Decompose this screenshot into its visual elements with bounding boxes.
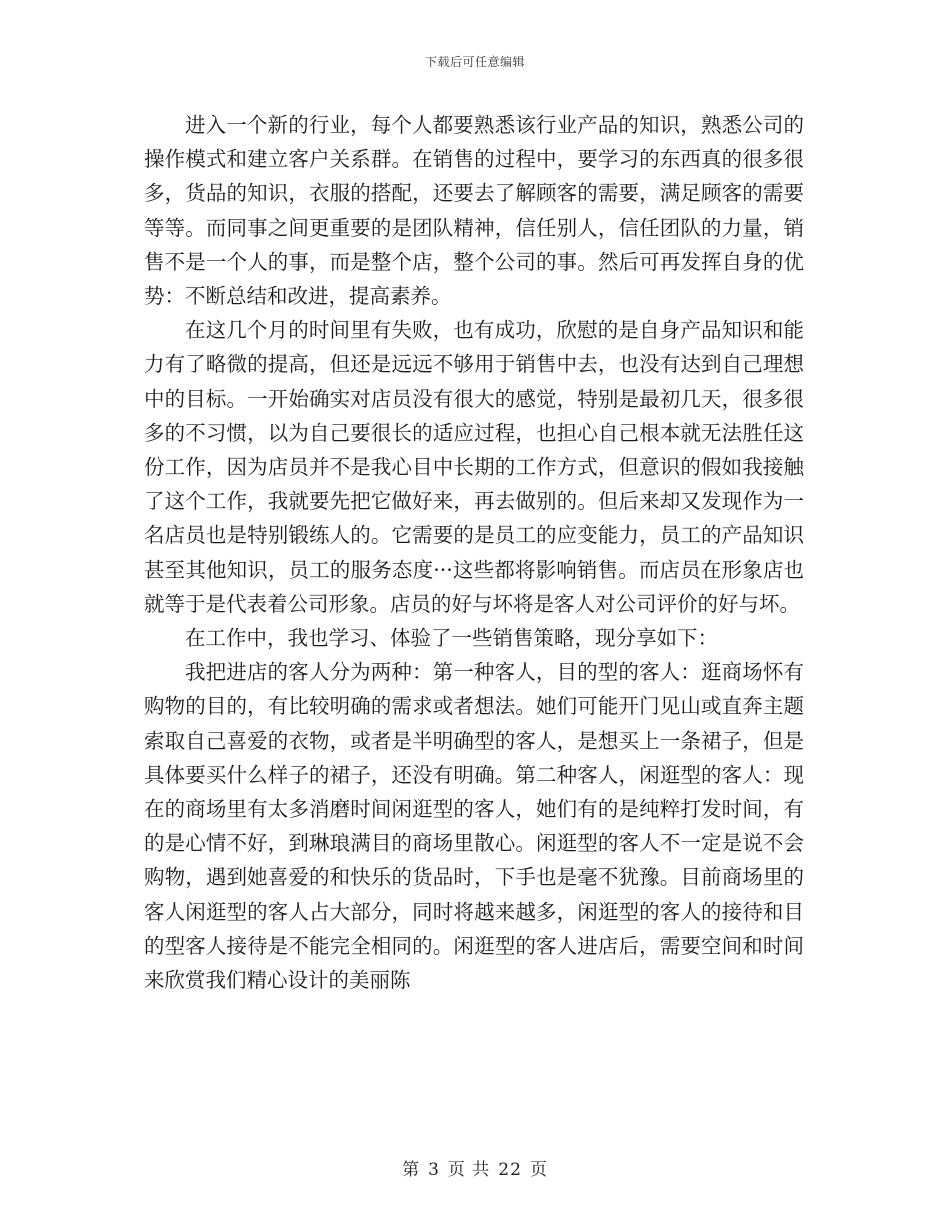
paragraph: 在工作中，我也学习、体验了一些销售策略，现分享如下： <box>185 626 718 651</box>
footer-prefix: 第 <box>402 1160 421 1180</box>
page-number: 3 <box>428 1160 440 1180</box>
footer-suffix: 页 <box>529 1160 548 1180</box>
page-footer <box>0 1155 950 1180</box>
footer-middle: 页 共 <box>447 1160 491 1180</box>
paragraph: 进入一个新的行业，每个人都要熟悉该行业产品的知识，熟悉公司的操作模式和建立客户关系群。在销售的过程中，要学习的东西真的很多很多，货品的知识，衣服的搭配，还要去了解顾客的需要，满足顾客的需要等等。而同事之间更重要的是团队精神，信任别人，信任团队的力量，销售不是一个人的事，而是整个店，整个公司的事。然后可再发挥自身的优势：不断总结和改进，提高素养。 <box>144 113 804 309</box>
paragraph: 在这几个月的时间里有失败，也有成功，欣慰的是自身产品知识和能力有了略微的提高，但还是远远不够用于销售中去，也没有达到自己理想中的目标。一开始确实对店员没有很大的感觉，特别是最初几天，很多很多的不习惯，以为自己要很长的适应过程，也担心自己根本就无法胜任这份工作，因为店员并不是我心目中长期的工作方式，但意识的假如我接触了这个工作，我就要先把它做好来，再去做别的。但后来却又发现作为一名店员也是特别锻练人的。它需要的是员工的应变能力，员工的产品知识甚至其他知识，员工的服务态度···这些都将影响销售。而店员在形象店也就等于是代表着公司形象。店员的好与坏将是客人对公司评价的好与坏。 <box>144 318 804 616</box>
paragraph: 我把进店的客人分为两种：第一种客人，目的型的客人：逛商场怀有购物的目的，有比较明确的需求或者想法。她们可能开门见山或直奔主题索取自己喜爱的衣物，或者是半明确型的客人，是想买上一条裙子，但是具体要买什么样子的裙子，还没有明确。第二种客人，闲逛型的客人：现在的商场里有太多消磨时间闲逛型的客人，她们有的是纯粹打发时间，有的是心情不好，到琳琅满目的商场里散心。闲逛型的客人不一定是说不会购物，遇到她喜爱的和快乐的货品时，下手也是毫不犹豫。目前商场里的客人闲逛型的客人占大部分，同时将越来越多，闲逛型的客人的接待和目的型客人接待是不能完全相同的。闲逛型的客人进店后，需要空间和时间来欣赏我们精心设计的美丽陈 <box>144 660 804 993</box>
page-header: 下载后可任意编辑 <box>424 55 525 69</box>
document-body <box>144 108 804 997</box>
total-pages: 22 <box>498 1160 522 1180</box>
